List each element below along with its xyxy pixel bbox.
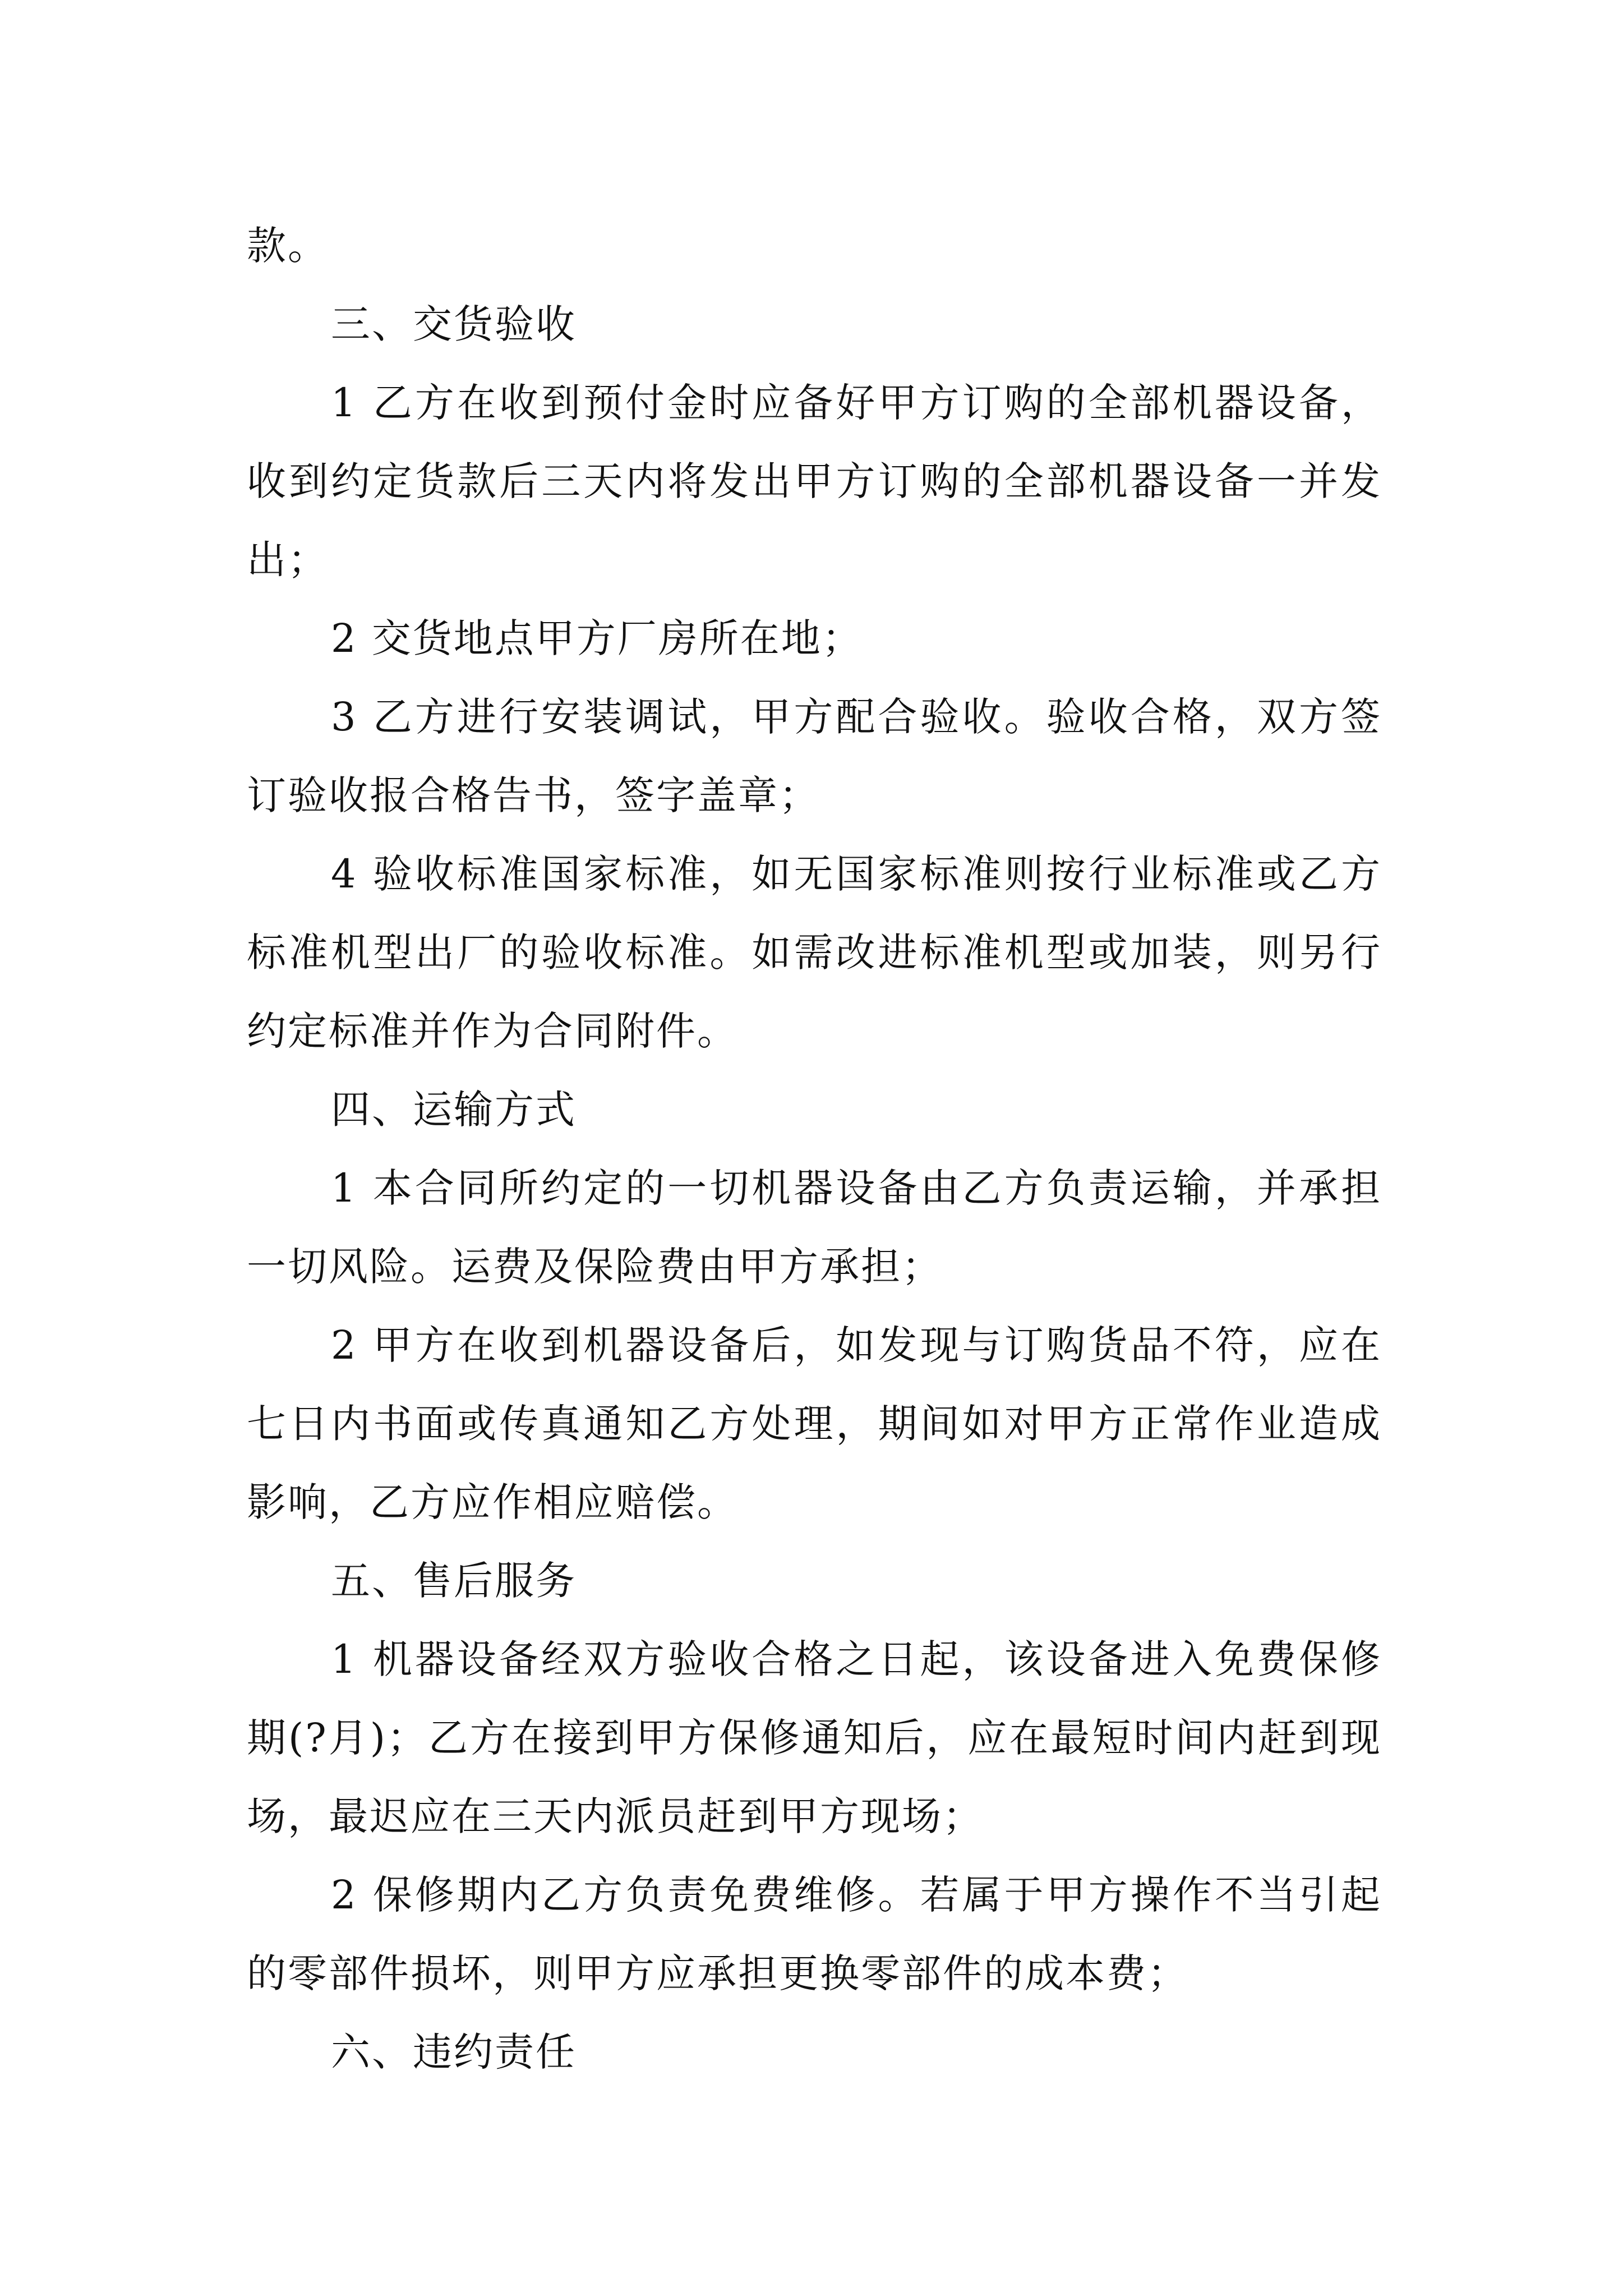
clause-transport-2: 2 甲方在收到机器设备后，如发现与订购货品不符，应在七日内书面或传真通知乙方处理，期间如对甲方正常作业造成影响，乙方应作相应赔偿。 [247, 1322, 1382, 1525]
clause-after-sales-1: 1 机器设备经双方验收合格之日起，该设备进入免费保修期(?月)；乙方在接到甲方保修通知后，应在最短时间内赶到现场，最迟应在三天内派员赶到甲方现场； [247, 1636, 1382, 1839]
section-heading-liability: 六、违约责任 [331, 2029, 577, 2075]
section-heading-delivery-acceptance: 三、交货验收 [331, 301, 577, 347]
section-heading-transport: 四、运输方式 [331, 1087, 577, 1133]
clause-delivery-4: 4 验收标准国家标准，如无国家标准则按行业标准或乙方标准机型出厂的验收标准。如需改进标准机型或加装，则另行约定标准并作为合同附件。 [247, 851, 1382, 1054]
document-body [247, 206, 1382, 2091]
paragraph-continuation: 款。 [247, 223, 329, 269]
section-heading-after-sales: 五、售后服务 [331, 1558, 577, 1604]
clause-delivery-2: 2 交货地点甲方厂房所在地； [331, 615, 863, 661]
clause-after-sales-2: 2 保修期内乙方负责免费维修。若属于甲方操作不当引起的零部件损坏，则甲方应承担更换零部件的成本费； [247, 1872, 1382, 1996]
clause-delivery-1: 1 乙方在收到预付金时应备好甲方订购的全部机器设备，收到约定货款后三天内将发出甲方订购的全部机器设备一并发出； [247, 380, 1382, 583]
clause-transport-1: 1 本合同所约定的一切机器设备由乙方负责运输，并承担一切风险。运费及保险费由甲方承担； [247, 1165, 1382, 1290]
clause-delivery-3: 3 乙方进行安装调试，甲方配合验收。验收合格，双方签订验收报合格告书，签字盖章； [247, 694, 1382, 818]
